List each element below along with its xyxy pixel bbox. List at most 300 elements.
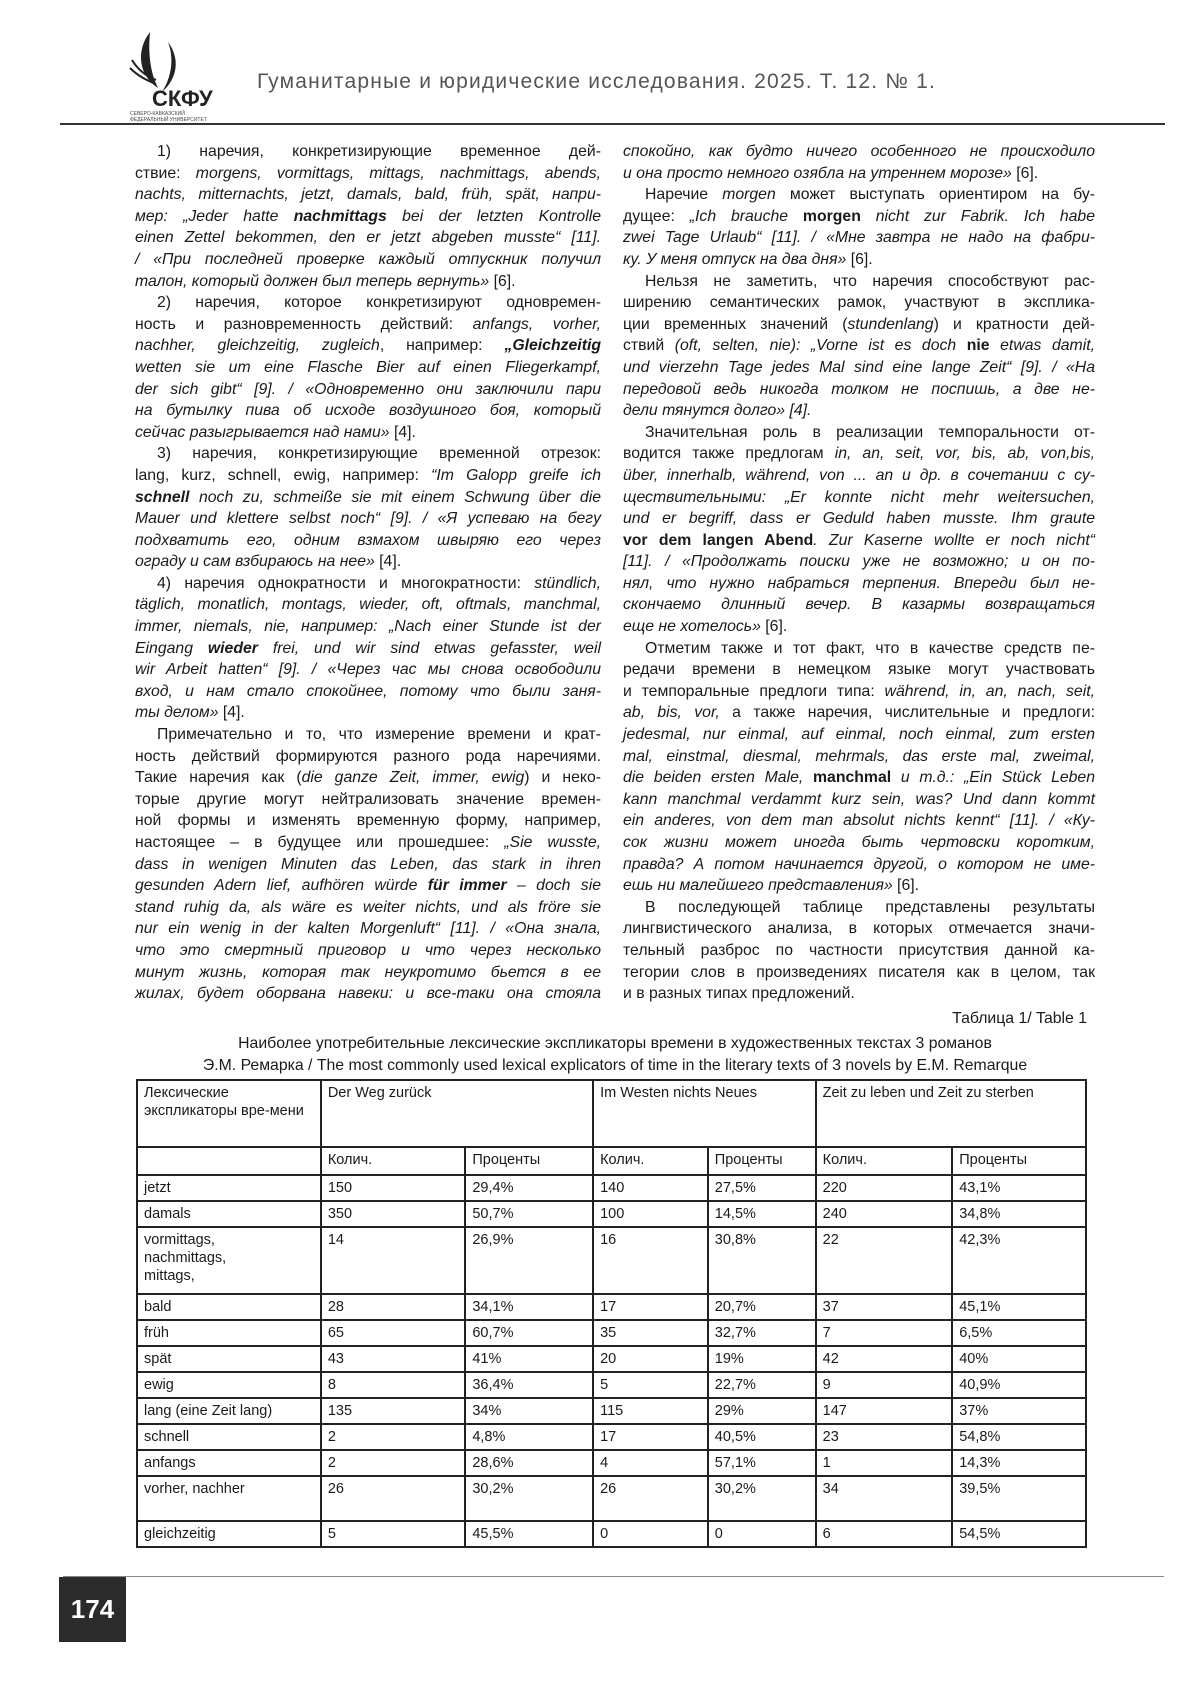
text-segment: / «При последней проверке каждый отпускник получил: [135, 251, 601, 268]
paragraph: [135, 724, 601, 1005]
table-row: [137, 1175, 1086, 1201]
novel-header: Zeit zu leben und Zeit zu sterben: [816, 1080, 1086, 1147]
subheader: Проценты: [952, 1147, 1086, 1175]
text-segment: [4].: [375, 553, 401, 570]
text-segment: der sich gibt“ [9]. / «Одновременно они заключили пари: [135, 381, 601, 398]
count-cell: 2: [321, 1424, 466, 1450]
percent-cell: 22,7%: [708, 1372, 816, 1398]
text-segment: nachher, gleichzeitig, zugleich: [135, 337, 380, 354]
count-cell: 1: [816, 1450, 953, 1476]
percent-cell: 19%: [708, 1346, 816, 1372]
text-segment: wetten sie um eine Flasche Bier auf einen Fliegerkampf,: [135, 359, 601, 376]
text-line: [623, 551, 1095, 573]
text-segment: , например:: [380, 337, 505, 354]
text-line: [135, 789, 601, 811]
count-cell: 65: [321, 1320, 466, 1346]
row-label: spät: [137, 1346, 321, 1372]
text-line: [623, 335, 1095, 357]
count-cell: 26: [321, 1476, 466, 1521]
text-line: [623, 249, 1095, 271]
table-row: [137, 1372, 1086, 1398]
text-line: [135, 659, 601, 681]
subheader: Колич.: [816, 1147, 953, 1175]
table-row: [137, 1450, 1086, 1476]
count-cell: 37: [816, 1294, 953, 1320]
percent-cell: 34,8%: [952, 1201, 1086, 1227]
emphasized-term: „Gleichzeitig: [504, 337, 601, 354]
text-segment: 2) наречия, которое конкретизируют одновремен-: [157, 294, 601, 311]
text-line: [623, 465, 1095, 487]
text-segment: ) и кратности дей-: [934, 316, 1095, 333]
novel-header: Der Weg zurück: [321, 1080, 593, 1147]
count-cell: 100: [593, 1201, 708, 1227]
svg-text:СЕВЕРО-КАВКАЗСКИЙ: СЕВЕРО-КАВКАЗСКИЙ: [130, 109, 185, 117]
text-line: [135, 487, 601, 509]
text-segment: и в разных типах предложений.: [623, 985, 855, 1002]
text-line: [135, 465, 601, 487]
text-segment: noch zu, schmeiße sie mit einem Schwung über die: [189, 489, 601, 506]
text-segment: водится также предлогам: [623, 445, 835, 462]
row-label: gleichzeitig: [137, 1521, 321, 1547]
text-line: [135, 443, 601, 465]
text-line: [135, 746, 601, 768]
journal-title: Гуманитарные и юридические исследования. 2025. Т. 12. № 1.: [257, 70, 936, 94]
paragraph: [623, 638, 1095, 897]
percent-cell: 30,2%: [708, 1476, 816, 1521]
percent-cell: 30,8%: [708, 1227, 816, 1294]
paragraph: [623, 184, 1095, 270]
count-cell: 2: [321, 1450, 466, 1476]
percent-cell: 54,8%: [952, 1424, 1086, 1450]
table-row: [137, 1227, 1086, 1294]
text-line: [135, 702, 601, 724]
table-row: [137, 1476, 1086, 1521]
text-segment: передовой ведь никогда толком не поспишь, а две не-: [623, 381, 1095, 398]
left-text-column: [135, 141, 601, 1005]
text-segment: Mauer und klettere selbst noch“ [9]. / «Я успеваю на бегу: [135, 510, 601, 527]
header-divider: [60, 123, 1165, 125]
table-row: [137, 1320, 1086, 1346]
text-line: [623, 789, 1095, 811]
page-number: 174: [59, 1577, 126, 1642]
row-label: bald: [137, 1294, 321, 1320]
text-segment: ) и неко-: [524, 769, 601, 786]
text-segment: über, innerhalb, während, von ... an и др. в сочетании с су-: [623, 467, 1095, 484]
text-segment: жилах, будет оборвана навеки: и все-таки она стояла: [135, 985, 601, 1002]
text-segment: редачи времени в немецком языке могут участвовать: [623, 661, 1095, 678]
text-line: [135, 206, 601, 228]
percent-cell: 45,5%: [465, 1521, 593, 1547]
text-segment: jedesmal, nur einmal, auf einmal, noch einmal, zum ersten: [623, 726, 1095, 743]
percent-cell: 29,4%: [465, 1175, 593, 1201]
text-segment: нял, что нужно набраться терпения. Впереди был не-: [623, 575, 1095, 592]
text-line: [623, 443, 1095, 465]
text-line: [135, 292, 601, 314]
right-text-column: [623, 141, 1095, 1005]
text-line: [135, 400, 601, 422]
text-segment: nur ein wenig in der kalten Morgenluft“ [11]. / «Она знала,: [135, 920, 601, 937]
text-segment: [6].: [893, 877, 919, 894]
percent-cell: 34%: [465, 1398, 593, 1424]
count-cell: 23: [816, 1424, 953, 1450]
text-segment: Нельзя не заметить, что наречия способствуют рас-: [645, 273, 1095, 290]
text-segment: вход, и нам стало спокойнее, потому что были заня-: [135, 683, 601, 700]
text-segment: [6].: [846, 251, 872, 268]
count-cell: 17: [593, 1424, 708, 1450]
text-line: [623, 422, 1095, 444]
paragraph: [623, 897, 1095, 1005]
percent-cell: 6,5%: [952, 1320, 1086, 1346]
percent-cell: 50,7%: [465, 1201, 593, 1227]
percent-cell: 29%: [708, 1398, 816, 1424]
text-segment: stundenlang: [847, 316, 933, 333]
percent-cell: 57,1%: [708, 1450, 816, 1476]
table-row: [137, 1424, 1086, 1450]
text-segment: и т.д.: „Ein Stück Leben: [891, 769, 1095, 786]
text-line: [623, 206, 1095, 228]
percent-cell: 30,2%: [465, 1476, 593, 1521]
text-line: [623, 854, 1095, 876]
count-cell: 26: [593, 1476, 708, 1521]
text-segment: дели тянутся долго» [4].: [623, 402, 811, 419]
text-line: [135, 227, 601, 249]
text-segment: тегории слов в произведениях писателя как в целом, так: [623, 964, 1095, 981]
text-line: [623, 638, 1095, 660]
text-segment: Отметим также и тот факт, что в качестве средств пе-: [645, 640, 1095, 657]
text-segment: тельный разброс по частности присутствия данной ка-: [623, 942, 1095, 959]
text-segment: ты делом»: [135, 704, 218, 721]
university-logo: [128, 30, 236, 122]
count-cell: 5: [321, 1521, 466, 1547]
text-line: [623, 508, 1095, 530]
row-label: lang (eine Zeit lang): [137, 1398, 321, 1424]
text-segment: einen Zettel bekommen, den er jetzt abgeben musste“ [11].: [135, 229, 601, 246]
count-cell: 7: [816, 1320, 953, 1346]
text-segment: ществительными: „Er konnte nicht mehr weitersuchen,: [623, 489, 1095, 506]
text-line: [135, 551, 601, 573]
text-segment: может выступать ориентиром на бу-: [776, 186, 1095, 203]
novel-header: Im Westen nichts Neues: [593, 1080, 816, 1147]
text-line: [135, 962, 601, 984]
corner-header: Лексические экспликаторы вре-мени: [137, 1080, 321, 1147]
text-segment: сок жизни может иногда быть чертовски коротким,: [623, 834, 1095, 851]
paragraph: [135, 573, 601, 724]
text-segment: Такие наречия как (: [135, 769, 302, 786]
text-line: [135, 897, 601, 919]
text-line: [623, 616, 1095, 638]
text-segment: Наречие: [645, 186, 722, 203]
text-segment: минут жизнь, которая так неукротимо бьется в ее: [135, 964, 601, 981]
text-line: [135, 594, 601, 616]
text-line: [135, 940, 601, 962]
percent-cell: 32,7%: [708, 1320, 816, 1346]
percent-cell: 40%: [952, 1346, 1086, 1372]
text-line: [135, 184, 601, 206]
text-segment: [4].: [218, 704, 244, 721]
table-row: [137, 1521, 1086, 1547]
text-line: [623, 702, 1095, 724]
count-cell: 34: [816, 1476, 953, 1521]
table-row: [137, 1346, 1086, 1372]
percent-cell: 54,5%: [952, 1521, 1086, 1547]
text-line: [623, 875, 1095, 897]
paragraph: [135, 443, 601, 573]
count-cell: 9: [816, 1372, 953, 1398]
text-line: [623, 357, 1095, 379]
text-segment: „Sie wusste,: [504, 834, 601, 851]
text-line: [135, 724, 601, 746]
percent-cell: 36,4%: [465, 1372, 593, 1398]
count-cell: 4: [593, 1450, 708, 1476]
percent-cell: 39,5%: [952, 1476, 1086, 1521]
text-line: [623, 487, 1095, 509]
data-table: [136, 1079, 1087, 1548]
text-segment: дущее:: [623, 208, 690, 225]
text-segment: „Ich brauche: [690, 208, 803, 225]
text-line: [135, 379, 601, 401]
text-segment: “Im Galopp greife ich: [431, 467, 601, 484]
text-segment: [4].: [390, 424, 416, 441]
row-label: vorher, nachher: [137, 1476, 321, 1521]
percent-cell: 28,6%: [465, 1450, 593, 1476]
text-segment: – doch sie: [507, 877, 601, 894]
text-segment: ствий: [623, 337, 675, 354]
text-segment: что это смертный приговор и что через несколько: [135, 942, 601, 959]
text-segment: ширению семантических рамок, участвуют в эксплика-: [623, 294, 1095, 311]
paragraph: [623, 271, 1095, 422]
text-segment: спокойно, как будто ничего особенного не происходило: [623, 143, 1095, 160]
row-label: schnell: [137, 1424, 321, 1450]
empty-cell: [137, 1147, 321, 1175]
percent-cell: 34,1%: [465, 1294, 593, 1320]
row-label: früh: [137, 1320, 321, 1346]
text-line: [623, 983, 1095, 1005]
text-line: [623, 940, 1095, 962]
svg-text:ФЕДЕРАЛЬНЫЙ УНИВЕРСИТЕТ: ФЕДЕРАЛЬНЫЙ УНИВЕРСИТЕТ: [130, 115, 207, 122]
paragraph: [135, 292, 601, 443]
text-segment: на бутылку пива об исходе воздушного боя, который: [135, 402, 601, 419]
text-segment: настоящее – в будущее или прошедшее:: [135, 834, 504, 851]
percent-cell: 40,5%: [708, 1424, 816, 1450]
count-cell: 22: [816, 1227, 953, 1294]
text-line: [135, 357, 601, 379]
text-segment: 4) наречия однократности и многократности:: [157, 575, 534, 592]
text-segment: stand ruhig da, als wäre es weiter nichts, und als fröre sie: [135, 899, 601, 916]
count-cell: 0: [593, 1521, 708, 1547]
text-line: [135, 854, 601, 876]
percent-cell: 0: [708, 1521, 816, 1547]
emphasized-term: morgen: [803, 208, 861, 225]
text-segment: ab, bis, vor,: [623, 704, 720, 721]
table-row: [137, 1398, 1086, 1424]
text-segment: лингвистического анализа, в которых отмечается значи-: [623, 920, 1095, 937]
subheader: Проценты: [465, 1147, 593, 1175]
text-segment: nachts, mitternachts, jetzt, damals, bald, früh, spät, напри-: [135, 186, 601, 203]
text-line: [135, 141, 601, 163]
text-line: [135, 918, 601, 940]
count-cell: 5: [593, 1372, 708, 1398]
table-title: [130, 1033, 1100, 1076]
row-label: anfangs: [137, 1450, 321, 1476]
emphasized-term: wieder: [208, 640, 258, 657]
paragraph: [623, 422, 1095, 638]
text-line: [623, 962, 1095, 984]
count-cell: 17: [593, 1294, 708, 1320]
paragraph: [135, 141, 601, 292]
text-segment: wir Arbeit hatten“ [9]. / «Через час мы снова освободили: [135, 661, 601, 678]
text-segment: Значительная роль в реализации темпоральности от-: [645, 424, 1095, 441]
text-line: [623, 897, 1095, 919]
subheader: Колич.: [593, 1147, 708, 1175]
text-segment: immer, niemals, nie, например: „Nach einer Stunde ist der: [135, 618, 601, 635]
text-line: [623, 271, 1095, 293]
text-line: [135, 616, 601, 638]
count-cell: 43: [321, 1346, 466, 1372]
table-header-row: [137, 1080, 1086, 1147]
percent-cell: 14,3%: [952, 1450, 1086, 1476]
text-line: [623, 746, 1095, 768]
text-segment: 3) наречия, конкретизирующие временной отрезок:: [157, 445, 601, 462]
text-segment: stündlich,: [534, 575, 601, 592]
text-segment: etwas damit,: [990, 337, 1095, 354]
text-line: [135, 573, 601, 595]
percent-cell: 43,1%: [952, 1175, 1086, 1201]
text-line: [623, 594, 1095, 616]
text-line: [623, 379, 1095, 401]
text-line: [623, 184, 1095, 206]
table-title-line: Э.М. Ремарка / The most commonly used lexical explicators of time in the literary texts of 3 novels by E.M. Remarque: [130, 1055, 1100, 1077]
text-segment: талон, который должен был теперь вернуть»: [135, 273, 489, 290]
text-segment: Примечательно и то, что измерение времени и крат-: [157, 726, 601, 743]
table-row: [137, 1294, 1086, 1320]
text-line: [135, 314, 601, 336]
text-segment: подхватить его, одним взмахом швыряю его через: [135, 532, 601, 549]
text-line: [135, 271, 601, 293]
text-segment: ции временных значений (: [623, 316, 847, 333]
count-cell: 350: [321, 1201, 466, 1227]
text-segment: ограду и сам взбираюсь на нее»: [135, 553, 375, 570]
text-segment: мер: „Jeder hatte: [135, 208, 294, 225]
table-title-line: Наиболее употребительные лексические экспликаторы времени в художественных текстах 3 романов: [130, 1033, 1100, 1055]
text-segment: ку. У меня отпуск на два дня»: [623, 251, 846, 268]
text-segment: die ganze Zeit, immer, ewig: [302, 769, 525, 786]
text-segment: mal, einstmal, diesmal, mehrmals, das erste mal, zweimal,: [623, 748, 1095, 765]
text-segment: ность и разновременность действий:: [135, 316, 473, 333]
count-cell: 28: [321, 1294, 466, 1320]
percent-cell: 45,1%: [952, 1294, 1086, 1320]
row-label: vormittags, nachmittags, mittags,: [137, 1227, 321, 1294]
text-line: [135, 422, 601, 444]
count-cell: 16: [593, 1227, 708, 1294]
count-cell: 240: [816, 1201, 953, 1227]
text-segment: сейчас разыгрывается над нами»: [135, 424, 390, 441]
text-segment: anfangs, vorher,: [473, 316, 601, 333]
row-label: jetzt: [137, 1175, 321, 1201]
text-line: [135, 810, 601, 832]
text-segment: [6].: [489, 273, 515, 290]
text-line: [623, 314, 1095, 336]
text-segment: zwei Tage Urlaub“ [11]. / «Мне завтра не надо на фабри-: [623, 229, 1095, 246]
count-cell: 140: [593, 1175, 708, 1201]
table-row: [137, 1201, 1086, 1227]
text-segment: [11]. / «Продолжать поиски уже не возможно; и он по-: [623, 553, 1095, 570]
text-line: [623, 659, 1095, 681]
count-cell: 220: [816, 1175, 953, 1201]
text-segment: ность действий формируются разного рода наречиями.: [135, 748, 601, 765]
text-segment: lang, kurz, schnell, ewig, например:: [135, 467, 431, 484]
row-label: damals: [137, 1201, 321, 1227]
text-line: [135, 508, 601, 530]
text-segment: während, in, an, nach, seit,: [885, 683, 1095, 700]
text-segment: 1) наречия, конкретизирующие временное дей-: [157, 143, 601, 160]
emphasized-term: vor dem langen Abend: [623, 532, 813, 549]
text-line: [623, 767, 1095, 789]
text-line: [135, 681, 601, 703]
text-line: [623, 530, 1095, 552]
count-cell: 115: [593, 1398, 708, 1424]
text-segment: торые другие могут нейтрализовать значение времен-: [135, 791, 601, 808]
text-segment: kann manchmal verdammt kurz sein, was? Und dann kommt: [623, 791, 1095, 808]
percent-cell: 40,9%: [952, 1372, 1086, 1398]
percent-cell: 42,3%: [952, 1227, 1086, 1294]
emphasized-term: nachmittags: [294, 208, 387, 225]
text-segment: morgen: [722, 186, 776, 203]
count-cell: 147: [816, 1398, 953, 1424]
text-segment: die beiden ersten Male,: [623, 769, 813, 786]
count-cell: 6: [816, 1521, 953, 1547]
text-segment: frei, und wir sind etwas gefasster, weil: [258, 640, 601, 657]
text-line: [623, 810, 1095, 832]
text-segment: и темпоральные предлоги типа:: [623, 683, 885, 700]
text-segment: bei der letzten Kontrolle: [387, 208, 601, 225]
percent-cell: 20,7%: [708, 1294, 816, 1320]
text-line: [135, 249, 601, 271]
percent-cell: 27,5%: [708, 1175, 816, 1201]
paragraph: [623, 141, 1095, 184]
subheader: Проценты: [708, 1147, 816, 1175]
count-cell: 35: [593, 1320, 708, 1346]
text-segment: В последующей таблице представлены результаты: [645, 899, 1095, 916]
text-segment: [6].: [761, 618, 787, 635]
text-segment: скончаемо длинный вечер. В казармы возвращаться: [623, 596, 1095, 613]
count-cell: 20: [593, 1346, 708, 1372]
text-line: [623, 681, 1095, 703]
text-segment: ein anderes, von dem man absolut nichts kennt“ [11]. / «Ку-: [623, 812, 1095, 829]
text-segment: nicht zur Fabrik. Ich habe: [861, 208, 1095, 225]
text-line: [623, 832, 1095, 854]
text-segment: Eingang: [135, 640, 208, 657]
text-line: [135, 832, 601, 854]
text-line: [135, 875, 601, 897]
text-segment: ной формы и изменять временную форму, например,: [135, 812, 601, 829]
emphasized-term: schnell: [135, 489, 189, 506]
footer-divider: [63, 1576, 1164, 1577]
text-segment: dass in wenigen Minuten das Leben, das stark in ihren: [135, 856, 601, 873]
text-segment: . Zur Kaserne wollte er noch nicht“: [813, 532, 1095, 549]
text-line: [135, 767, 601, 789]
text-line: [623, 918, 1095, 940]
text-line: [623, 163, 1095, 185]
percent-cell: 26,9%: [465, 1227, 593, 1294]
emphasized-term: manchmal: [813, 769, 891, 786]
table-caption: Таблица 1/ Table 1: [952, 1010, 1087, 1028]
text-line: [623, 573, 1095, 595]
text-segment: in, an, seit, vor, bis, ab, von,bis,: [835, 445, 1095, 462]
percent-cell: 14,5%: [708, 1201, 816, 1227]
text-segment: und er begriff, dass er Geduld haben musste. Ihm graute: [623, 510, 1095, 527]
count-cell: 135: [321, 1398, 466, 1424]
text-line: [135, 163, 601, 185]
